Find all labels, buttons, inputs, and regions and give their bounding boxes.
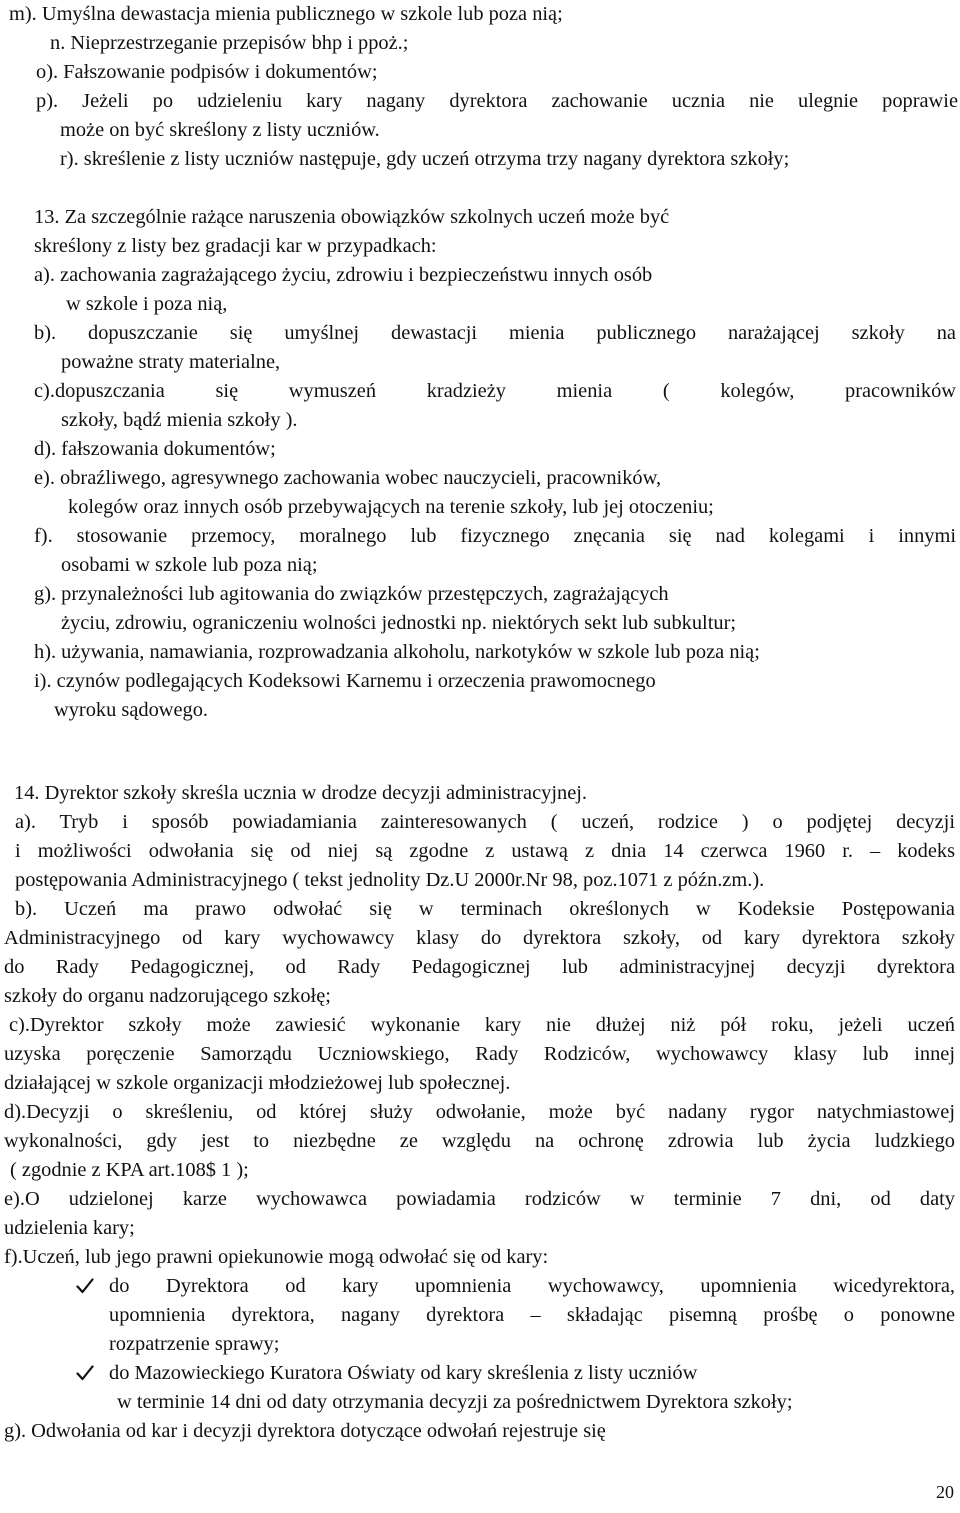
item-14-g xyxy=(4,1417,955,1446)
section-12-tail xyxy=(9,0,958,174)
item-14-b xyxy=(4,895,955,1011)
section-14-heading: 14. Dyrektor szkoły skreśla ucznia w drodze decyzji administracyjnej. xyxy=(14,782,588,804)
check1-line2: upomnienia dyrektora, nagany dyrektora – składając pisemną prośbę o ponowne xyxy=(109,1304,955,1326)
item-14-e xyxy=(4,1185,955,1243)
item-13-a-cont: w szkole i poza nią, xyxy=(66,293,228,315)
item-p-line1: p). Jeżeli po udzieleniu kary nagany dyrektora zachowanie ucznia nie ulegnie poprawie xyxy=(36,90,958,112)
item-14-a-line2: i możliwości odwołania się od niej są zgodne z ustawą z dnia 14 czerwca 1960 r. – kodeks xyxy=(15,840,955,862)
item-14-a-line3: postępowania Administracyjnego ( tekst jednolity Dz.U 2000r.Nr 98, poz.1071 z późn.zm.). xyxy=(15,869,765,891)
appeal-option-director xyxy=(75,1272,955,1359)
item-p-line2: może on być skreślony z listy uczniów. xyxy=(60,119,380,141)
section-13-heading-cont: skreślony z listy bez gradacji kar w przypadkach: xyxy=(34,235,437,257)
item-14-g-text: g). Odwołania od kar i decyzji dyrektora dotyczące odwołań rejestruje się xyxy=(4,1420,606,1442)
item-13-h: h). używania, namawiania, rozprowadzania alkoholu, narkotyków w szkole lub poza nią; xyxy=(34,641,760,663)
item-14-b-line4: szkoły do organu nadzorującego szkołę; xyxy=(4,985,331,1007)
item-14-b-line2: Administracyjnego od kary wychowawcy klasy do dyrektora szkoły, od kary dyrektora szkoły xyxy=(4,927,955,949)
checkmark-icon xyxy=(75,1359,97,1388)
item-14-d-line1: d).Decyzji o skreśleniu, od której służy odwołanie, może być nadany rygor natychmiastowej xyxy=(4,1101,955,1123)
item-13-g-cont: życiu, zdrowiu, ograniczeniu wolności jednostki np. niektórych sekt lub subkultur; xyxy=(61,612,737,634)
item-13-i-cont: wyroku sądowego. xyxy=(54,699,209,721)
item-14-c xyxy=(4,1011,955,1098)
item-14-f xyxy=(4,1243,955,1272)
item-13-e-cont: kolegów oraz innych osób przebywających na terenie szkoły, lub jej otoczeniu; xyxy=(68,496,714,518)
check1-line3: rozpatrzenie sprawy; xyxy=(109,1333,280,1355)
check2-line1: do Mazowieckiego Kuratora Oświaty od kary skreślenia z listy uczniów xyxy=(109,1362,698,1384)
item-13-b-cont: poważne straty materialne, xyxy=(61,351,281,373)
item-13-e: e). obraźliwego, agresywnego zachowania wobec nauczycieli, pracowników, xyxy=(34,467,662,489)
item-13-f: f). stosowanie przemocy, moralnego lub fizycznego znęcania się nad kolegami i innymi xyxy=(34,525,956,547)
item-r: r). skreślenie z listy uczniów następuje, gdy uczeń otrzyma trzy nagany dyrektora szkoły; xyxy=(60,148,790,170)
section-13-heading: 13. Za szczególnie rażące naruszenia obowiązków szkolnych uczeń może być xyxy=(34,206,670,228)
item-m: m). Umyślna dewastacja mienia publicznego w szkole lub poza nią; xyxy=(9,3,563,25)
item-14-d xyxy=(4,1098,955,1185)
item-13-d: d). fałszowania dokumentów; xyxy=(34,438,276,460)
check1-line1: do Dyrektora od kary upomnienia wychowawcy, upomnienia wicedyrektora, xyxy=(109,1275,955,1297)
appeal-option-curator xyxy=(75,1359,955,1417)
item-13-i: i). czynów podlegających Kodeksowi Karnemu i orzeczenia prawomocnego xyxy=(34,670,656,692)
section-14-heading-block xyxy=(14,779,914,808)
item-14-e-line2: udzielenia kary; xyxy=(4,1217,135,1239)
item-13-g: g). przynależności lub agitowania do związków przestępczych, zagrażających xyxy=(34,583,669,605)
item-14-c-line3: działającej w szkole organizacji młodzieżowej lub społecznej. xyxy=(4,1072,511,1094)
appeal-option-curator-text xyxy=(109,1359,955,1417)
item-14-e-line1: e).O udzielonej karze wychowawca powiadamia rodziców w terminie 7 dni, od daty xyxy=(4,1188,955,1210)
item-n: n. Nieprzestrzeganie przepisów bhp i ppoż.; xyxy=(50,32,409,54)
item-13-b: b). dopuszczanie się umyślnej dewastacji mienia publicznego narażającej szkoły na xyxy=(34,322,956,344)
page-number: 20 xyxy=(936,1482,954,1502)
item-13-f-cont: osobami w szkole lub poza nią; xyxy=(61,554,318,576)
check2-line2: w terminie 14 dni od daty otrzymania decyzji za pośrednictwem Dyrektora szkoły; xyxy=(117,1391,793,1413)
item-14-d-line2: wykonalności, gdy jest to niezbędne ze względu na ochronę zdrowia lub życia ludzkiego xyxy=(4,1130,955,1152)
item-13-c-cont: szkoły, bądź mienia szkoły ). xyxy=(61,409,298,431)
item-14-c-line2: uzyska poręczenie Samorządu Uczniowskiego, Rady Rodziców, wychowawcy klasy lub innej xyxy=(4,1043,955,1065)
item-14-a xyxy=(15,808,955,895)
item-o: o). Fałszowanie podpisów i dokumentów; xyxy=(36,61,378,83)
item-14-a-line1: a). Tryb i sposób powiadamiania zainteresowanych ( uczeń, rodzice ) o podjętej decyzji xyxy=(15,811,955,833)
item-14-b-line1: b). Uczeń ma prawo odwołać się w terminach określonych w Kodeksie Postępowania xyxy=(15,898,955,920)
appeal-option-director-text xyxy=(109,1272,955,1359)
item-13-c: c).dopuszczania się wymuszeń kradzieży mienia ( kolegów, pracowników xyxy=(34,380,956,402)
item-14-b-line3: do Rady Pedagogicznej, od Rady Pedagogicznej lub administracyjnej decyzji dyrektora xyxy=(4,956,955,978)
item-14-f-intro: f).Uczeń, lub jego prawni opiekunowie mogą odwołać się od kary: xyxy=(4,1246,549,1268)
checkmark-icon xyxy=(75,1272,97,1301)
item-14-c-line1: c).Dyrektor szkoły może zawiesić wykonanie kary nie dłużej niż pół roku, jeżeli uczeń xyxy=(9,1014,955,1036)
item-14-d-line3: ( zgodnie z KPA art.108$ 1 ); xyxy=(10,1159,249,1181)
section-13 xyxy=(34,203,956,725)
item-13-a: a). zachowania zagrażającego życiu, zdrowiu i bezpieczeństwu innych osób xyxy=(34,264,653,286)
